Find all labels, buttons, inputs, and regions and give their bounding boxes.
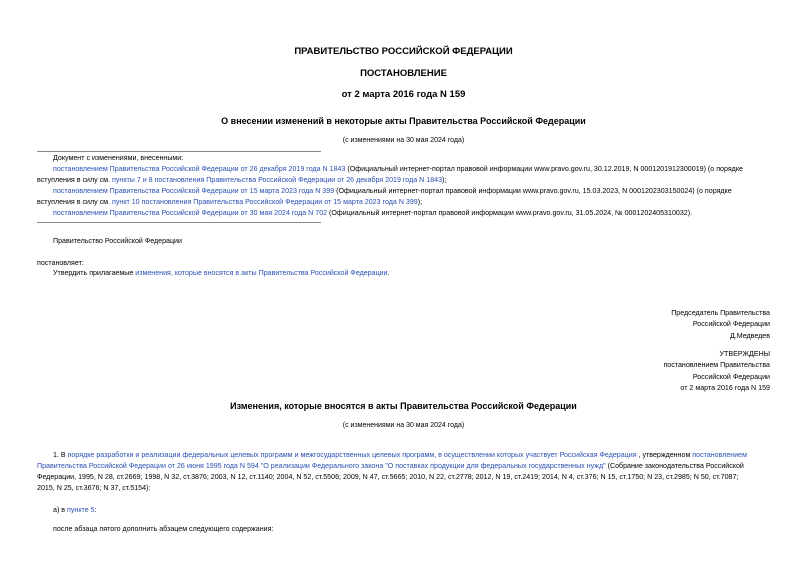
subparagraph-a: а) в пункте 5: (53, 506, 97, 514)
amendment-item-1: постановлением Правительства Российской Федерации от 26 декабря 2019 года N 1843 (Официальный интернет-портал правовой информации www.pravo.gov.ru, 30.12.2019, N 0001201912300019) (о порядке (53, 165, 743, 173)
amendment-link-702[interactable]: постановлением Правительства Российской Федерации от 30 мая 2024 года N 702 (53, 209, 328, 217)
changes-link[interactable]: изменения, которые вносятся в акты Правительства Российской Федерации (135, 269, 388, 277)
paragraph-1-line-2: Правительства Российской Федерации от 26 июня 1995 года N 594 "О реализации Федерального закона "О поставках продукции для федеральных государственных нужд" (Собрание законодательства Российской (37, 462, 744, 470)
government-heading: ПРАВИТЕЛЬСТВО РОССИЙСКОЙ ФЕДЕРАЦИИ (294, 46, 513, 57)
resolution-594-link[interactable]: Правительства Российской Федерации от 26 июня 1995 года N 594 "О реализации Федерального закона "О поставках продукции для федеральных государственных нужд" (37, 462, 606, 470)
government-line: Правительство Российской Федерации (53, 237, 182, 245)
signature-country: Российской Федерации (692, 320, 770, 329)
amendment-item-3: постановлением Правительства Российской Федерации от 30 мая 2024 года N 702 (Официальный интернет-портал правовой информации www.pravo.gov.ru, 31.05.2024, № 0001202405310032). (53, 209, 693, 217)
changes-revision-note: (с изменениями на 30 мая 2024 года) (342, 422, 465, 429)
divider-top (37, 151, 321, 152)
signature-block (671, 308, 770, 342)
document-title: О внесении изменений в некоторые акты Правительства Российской Федерации (221, 116, 586, 126)
amendment-item-2-cont: вступления в силу см. пункт 10 постановления Правительства Российской Федерации от 15 марта 2023 года N 399); (37, 198, 423, 206)
signature-name: Д.Медведев (729, 331, 770, 340)
approved-label: УТВЕРЖДЕНЫ (719, 350, 770, 358)
amendment-link-1843-points[interactable]: пункты 7 и 8 постановления Правительства Российской Федерации от 26 декабря 2019 года N 1843 (112, 176, 443, 184)
changes-title: Изменения, которые вносятся в акты Правительства Российской Федерации (230, 401, 577, 411)
amendments-header: Документ с изменениями, внесенными: (53, 154, 184, 162)
point-5-link[interactable]: пункте 5 (67, 506, 95, 514)
paragraph-1-line-4: 2015, N 25, ст.3676; N 37, ст.5154): (37, 484, 151, 492)
approved-by: постановлением Правительства (663, 361, 770, 370)
amendment-link-399-point[interactable]: пункт 10 постановления Правительства Российской Федерации от 15 марта 2023 года N 399 (112, 198, 418, 206)
amendment-item-2: постановлением Правительства Российской Федерации от 15 марта 2023 года N 399 (Официальный интернет-портал правовой информации www.pravo.gov.ru, 15.03.2023, N 0001202303150024) (о порядке (53, 187, 732, 195)
subparagraph-b: после абзаца пятого дополнить абзацем следующего содержания: (53, 525, 274, 533)
paragraph-1-line-1: 1. В порядке разработки и реализации федеральных целевых программ и межгосударственных целевых программ, в осуществлении которых участвует Российская Федерация , утвержденном постановлением (53, 451, 747, 459)
amendment-link-1843[interactable]: постановлением Правительства Российской Федерации от 26 декабря 2019 года N 1843 (53, 165, 346, 173)
document-type: ПОСТАНОВЛЕНИЕ (360, 68, 447, 79)
amendment-item-1-cont: вступления в силу см. пункты 7 и 8 постановления Правительства Российской Федерации от 26 декабря 2019 года N 1843); (37, 176, 447, 184)
revision-note: (с изменениями на 30 мая 2024 года) (342, 137, 465, 144)
divider-bottom (37, 222, 321, 223)
signature-position: Председатель Правительства (671, 309, 770, 317)
order-link[interactable]: порядке разработки и реализации федеральных целевых программ и межгосударственных целевых программ, в осуществлении которых участвует Российская Федерация (67, 451, 637, 459)
amendment-link-399[interactable]: постановлением Правительства Российской Федерации от 15 марта 2023 года N 399 (53, 187, 335, 195)
approved-country: Российской Федерации (692, 372, 770, 381)
paragraph-1-line-3: Федерации, 1995, N 28, ст.2669; 1998, N 32, ст.3876; 2003, N 12, ст.1140; 2004, N 52, ст.5506; 2009, N 47, ст.5665; 2010, N 22, ст.2778; 2012, N 19, ст.2419; 2014, N 4, ст.376; N 15, ст.1750; N 23, ст.2985; N 50, ст.7087; (37, 473, 739, 481)
resolution-link[interactable]: постановлением (692, 451, 747, 459)
approved-date: от 2 марта 2016 года N 159 (680, 383, 770, 392)
decides-line: постановляет: (37, 259, 84, 267)
approved-block (663, 349, 770, 394)
approve-line: Утвердить прилагаемые изменения, которые вносятся в акты Правительства Российской Федерации. (53, 269, 390, 277)
document-date: от 2 марта 2016 года N 159 (341, 89, 466, 100)
